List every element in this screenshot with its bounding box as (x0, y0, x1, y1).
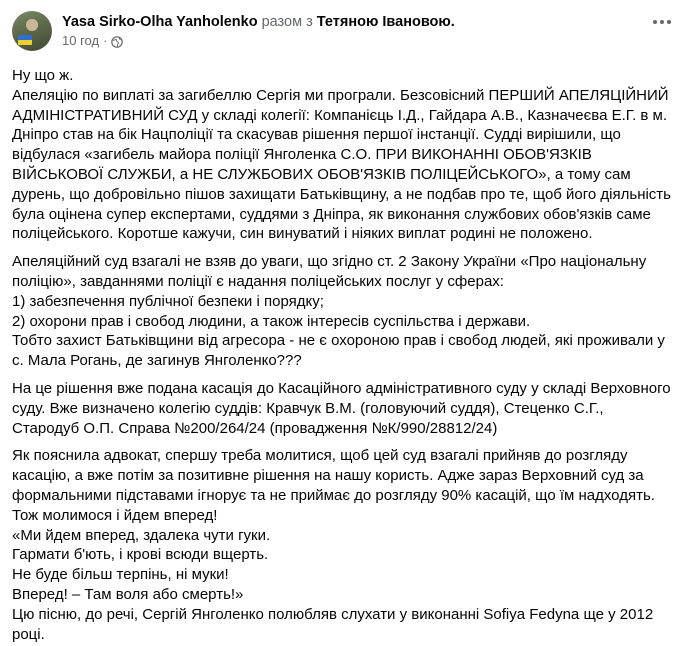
post-meta (62, 13, 455, 49)
more-horizontal-icon[interactable] (647, 12, 677, 32)
text-line: Вперед! – Там воля або смерть!» (12, 585, 244, 603)
text-line: Не буде більш терпінь, ні муки! (12, 566, 229, 584)
text-line: «Ми йдем вперед, здалека чути гуки. (12, 526, 271, 544)
text-line: Апеляцію по виплаті за загибеллю Сергія ми програли. Безсовісний ПЕРШИЙ АПЕЛЯЦІЙНИЙ АДМІНІСТРАТИВНИЙ СУД у складі колегії: Компанієць І.Д., Гайдара А.В., Казначеєва Е.Г. в м. Дніпро став на бік Нацполіції та скасував рішення першої інстанції. Судді вирішили, що відбулася «загибель майора поліції Янголенка С.О. ПРИ ВИКОНАННІ ОБОВ'ЯЗКІВ ВІЙСЬКОВОЇ СЛУЖБИ, а НЕ СЛУЖБОВИХ ОБОВ'ЯЗКІВ ПОЛІЦЕЙСЬКОГО», а тому сам дурень, що добровільно пішов захищати Батьківщину, а не подбав про те, щоб його діяльність була оцінена супер експертами, суддями з Дніпра, як виконання службових обов'язків саме поліцейського. Коротше кажучи, син винуватий і ніяких виплат родині не положено. (12, 86, 671, 243)
text-line: Ну що ж. (12, 67, 74, 84)
paragraph (12, 446, 671, 644)
avatar[interactable] (12, 11, 52, 51)
text-line: Апеляційний суд взагалі не взяв до уваги, що згідно ст. 2 Закону України «Про національну поліцію», завданнями поліції є надання поліцейських послуг у сферах: (12, 253, 647, 290)
post-body (12, 66, 681, 644)
text-line: Цю пісню, до речі, Сергій Янголенко полюбляв слухати у виконанні Sofiya Fedyna ще у 2012 році. (12, 605, 654, 643)
post-header (12, 8, 681, 54)
text-line: Як пояснила адвокат, спершу треба молитися, щоб цей суд взагалі прийняв до розгляду касацію, а вже потім за позитивне рішення на нашу користь. Адже зараз Верховний суд за формальними підставами ігнорує та не приймає до розгляду 90% касацій, що їм надходять. Тож молимося і йдем вперед! (12, 447, 655, 524)
globe-icon (111, 35, 123, 47)
author-name[interactable]: Yasa Sirko-Olha Yanholenko (62, 14, 258, 30)
paragraph (12, 252, 671, 371)
tagged-suffix: . (450, 14, 455, 30)
text-line: 2) охорони прав і свобод людини, а також інтересів суспільства і держави. (12, 312, 531, 330)
tagged-person[interactable]: Тетяною Івановою (316, 14, 451, 30)
post-time[interactable]: 10 год (62, 33, 100, 48)
text-line: 1) забезпечення публічної безпеки і порядку; (12, 292, 324, 310)
with-text: разом з (261, 14, 313, 30)
post-subline (62, 32, 455, 49)
separator-dot: · (103, 33, 108, 48)
flag-badge (18, 35, 32, 45)
author-line (62, 13, 455, 32)
text-line: Тобто захист Батьківщини від агресора - не є охороною прав і свобод людей, які проживали у с. Мала Рогань, де загинув Янголенко??? (12, 332, 665, 370)
text-line: Гармати б'ють, і крові всюди вщерть. (12, 546, 269, 564)
paragraph (12, 379, 671, 438)
paragraph (12, 66, 671, 244)
text-line: На це рішення вже подана касація до Касаційного адміністративного суду у складі Верховного суду. Вже визначено колегію суддів: Кравчук В.М. (головуючий суддя), Стеценко С.Г., Стародуб О.П. Справа №200/264/24 (провадження №К/990/28812/24) (12, 379, 671, 437)
